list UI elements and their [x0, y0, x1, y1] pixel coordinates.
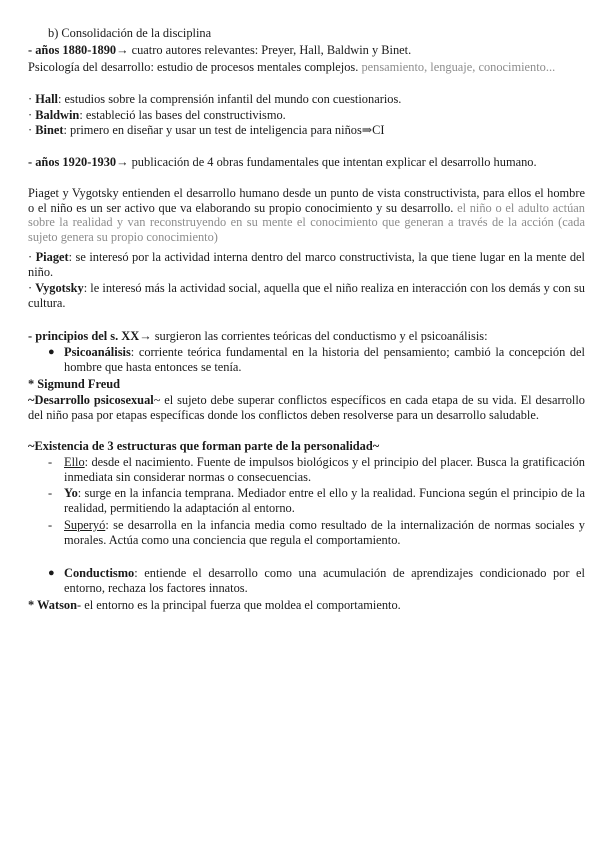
section-heading: b) Consolidación de la disciplina: [48, 26, 212, 40]
desarrollo-psicosexual-paragraph: ~Desarrollo psicosexual~ el sujeto debe superar conflictos específicos en cada etapa de su vida. El desarrollo del niño pasa por etapas específicas donde los conflictos deben resolverse para un desarrollo saludable.: [28, 393, 586, 422]
principios-line: - principios del s. XX→ surgieron las corrientes teóricas del conductismo y el psicoanálisis:: [28, 329, 488, 343]
binet-item: · Binet: primero en diseñar y usar un test de inteligencia para niños⇒CI: [28, 123, 385, 137]
piaget-item: · Piaget: se interesó por la actividad interna dentro del marco constructivista, la que tiene lugar en la mente del niño.: [28, 250, 585, 279]
sigmund-freud-heading: * Sigmund Freud: [28, 377, 121, 391]
superyo-item: Superyó: se desarrolla en la infancia media como resultado de la internalización de normas sociales y morales. Actúa como una conciencia que regula el comportamiento.: [64, 518, 585, 547]
vygotsky-item: · Vygotsky: le interesó más la actividad social, aquella que el niño realiza en interacción con los demás y con su cultura.: [28, 281, 585, 310]
period-1880-line: - años 1880-1890→ cuatro autores relevantes: Preyer, Hall, Baldwin y Binet.: [28, 43, 412, 57]
bullet-icon: ●: [48, 346, 55, 358]
conductismo-item: Conductismo: entiende el desarrollo como una acumulación de aprendizajes condicionado por el entorno, rechaza los factores innatos.: [64, 566, 585, 595]
hall-item: · Hall: estudios sobre la comprensión infantil del mundo con cuestionarios.: [28, 92, 402, 106]
dash-icon: -: [48, 518, 53, 532]
dash-icon: -: [48, 455, 53, 469]
watson-line: * Watson- el entorno es la principal fuerza que moldea el comportamiento.: [28, 598, 401, 612]
bullet-icon: ●: [48, 567, 55, 579]
estructuras-heading: ~Existencia de 3 estructuras que forman parte de la personalidad~: [28, 439, 380, 453]
piaget-vygotsky-paragraph: Piaget y Vygotsky entienden el desarrollo humano desde un punto de vista constructivista, para ellos el hombre o el niño es un ser activo que va elaborando su propio conocimiento y su desarrollo. el niño o el adulto actúan sobre la realidad y van reconstruyendo en su mente el conocimiento que generan a través de la acción (cada sujeto genera su propio conocimiento): [28, 186, 585, 244]
ello-item: Ello: desde el nacimiento. Fuente de impulsos biológicos y el principio del placer. Busca la gratificación inmediata sin considerar normas o consecuencias.: [64, 455, 585, 484]
psicologia-desarrollo-paragraph: Psicología del desarrollo: estudio de procesos mentales complejos. pensamiento, lenguaje, conocimiento...: [28, 60, 556, 74]
dash-icon: -: [48, 486, 53, 500]
psicoanalisis-item: Psicoanálisis: corriente teórica fundamental en la historia del pensamiento; cambió la concepción del hombre que hasta entonces se tenía.: [64, 345, 585, 374]
yo-item: Yo: surge en la infancia temprana. Mediador entre el ello y la realidad. Funciona según el principio de la realidad, permitiendo la adaptación al entorno.: [64, 486, 585, 515]
period-1920-paragraph: - años 1920-1930→ publicación de 4 obras fundamentales que intentan explicar el desarrollo humano.: [28, 155, 537, 169]
baldwin-item: · Baldwin: estableció las bases del constructivismo.: [28, 108, 286, 122]
